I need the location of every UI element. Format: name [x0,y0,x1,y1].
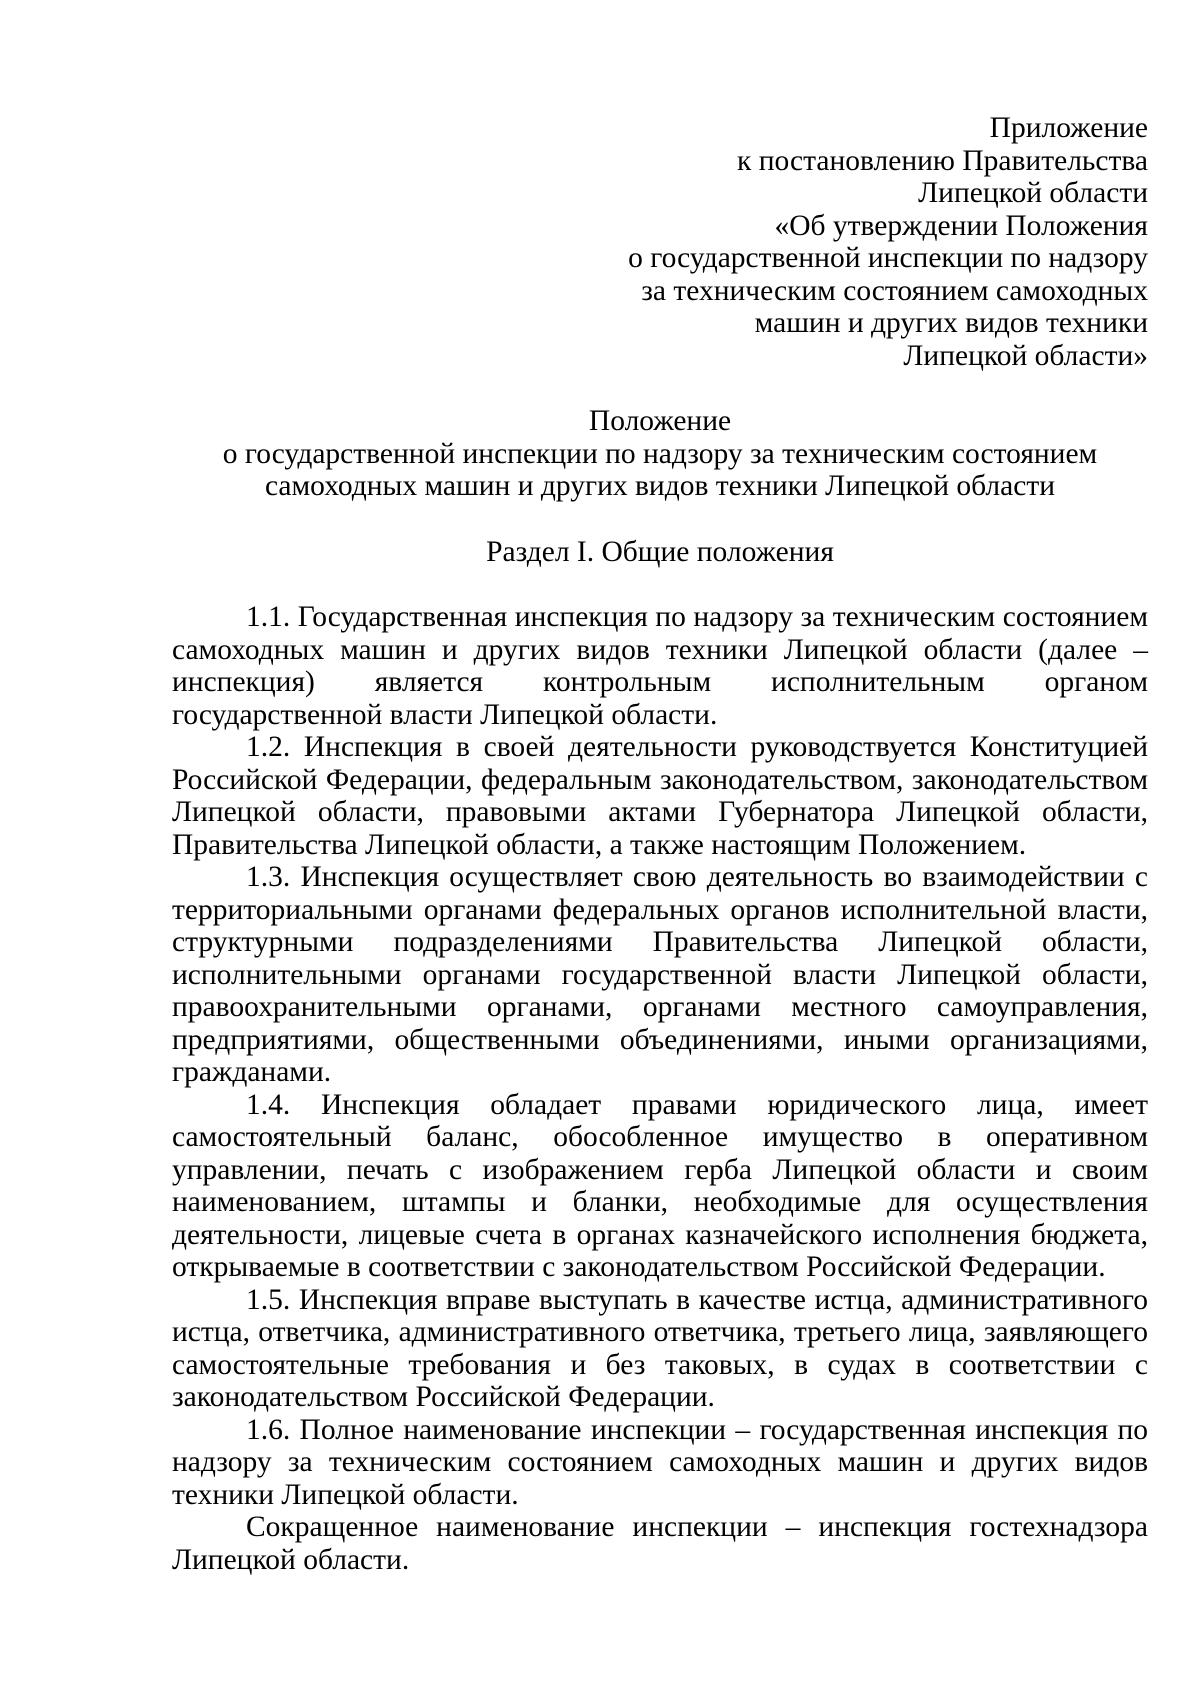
appendix-line: Липецкой области [918,177,1148,209]
clause-short-name: Сокращенное наименование инспекции – инспекция гостехнадзора Липецкой области. [172,1511,1148,1576]
appendix-line: Приложение [989,112,1148,144]
appendix-line: «Об утверждении Положения [774,209,1148,242]
appendix-line: Липецкой области» [903,339,1148,372]
title-subtitle-line: самоходных машин и других видов техники Липецкой области [264,470,1056,502]
appendix-line: за техническим состоянием самоходных [641,274,1148,307]
clause-1-4: 1.4. Инспекция обладает правами юридического лица, имеет самостоятельный баланс, обособленное имущество в оперативном управлении, печать с изображением герба Липецкой области и своим наименованием, штампы и бланки, необходимые для осуществления деятельности, лицевые счета в органах казначейского исполнения бюджета, открываемые в соответствии с законодательством Российской Федерации. [172,1088,1148,1283]
clause-1-1: 1.1. Государственная инспекция по надзору за техническим состоянием самоходных машин и других видов техники Липецкой области (далее – инспекция) является контрольным исполнительным органом государственной власти Липецкой области. [172,601,1148,731]
clause-1-6: 1.6. Полное наименование инспекции – государственная инспекция по надзору за техническим состоянием самоходных машин и других видов техники Липецкой области. [172,1413,1148,1511]
appendix-line: машин и других видов техники [754,307,1148,339]
document-title [172,405,1148,503]
appendix-line: к постановлению Правительства [737,144,1148,177]
title-subtitle-line: о государственной инспекции по надзору за техническим состоянием [222,437,1098,470]
clauses-list [172,601,1148,1576]
title-heading: Положение [588,405,732,437]
section-heading: Раздел I. Общие положения [486,535,834,568]
document-page [172,112,1148,1576]
clause-1-2: 1.2. Инспекция в своей деятельности руководствуется Конституцией Российской Федерации, федеральным законодательством, законодательством Липецкой области, правовыми актами Губернатора Липецкой области, Правительства Липецкой области, а также настоящим Положением. [172,731,1148,861]
clause-1-3: 1.3. Инспекция осуществляет свою деятельность во взаимодействии с территориальными органами федеральных органов исполнительной власти, структурными подразделениями Правительства Липецкой области, исполнительными органами государственной власти Липецкой области, правоохранительными органами, органами местного самоуправления, предприятиями, общественными объединениями, иными организациями, гражданами. [172,861,1148,1088]
appendix-header [172,112,1148,372]
appendix-line: о государственной инспекции по надзору [628,242,1148,274]
clause-1-5: 1.5. Инспекция вправе выступать в качестве истца, административного истца, ответчика, административного ответчика, третьего лица, заявляющего самостоятельные требования и без таковых, в судах в соответствии с законодательством Российской Федерации. [172,1283,1148,1413]
